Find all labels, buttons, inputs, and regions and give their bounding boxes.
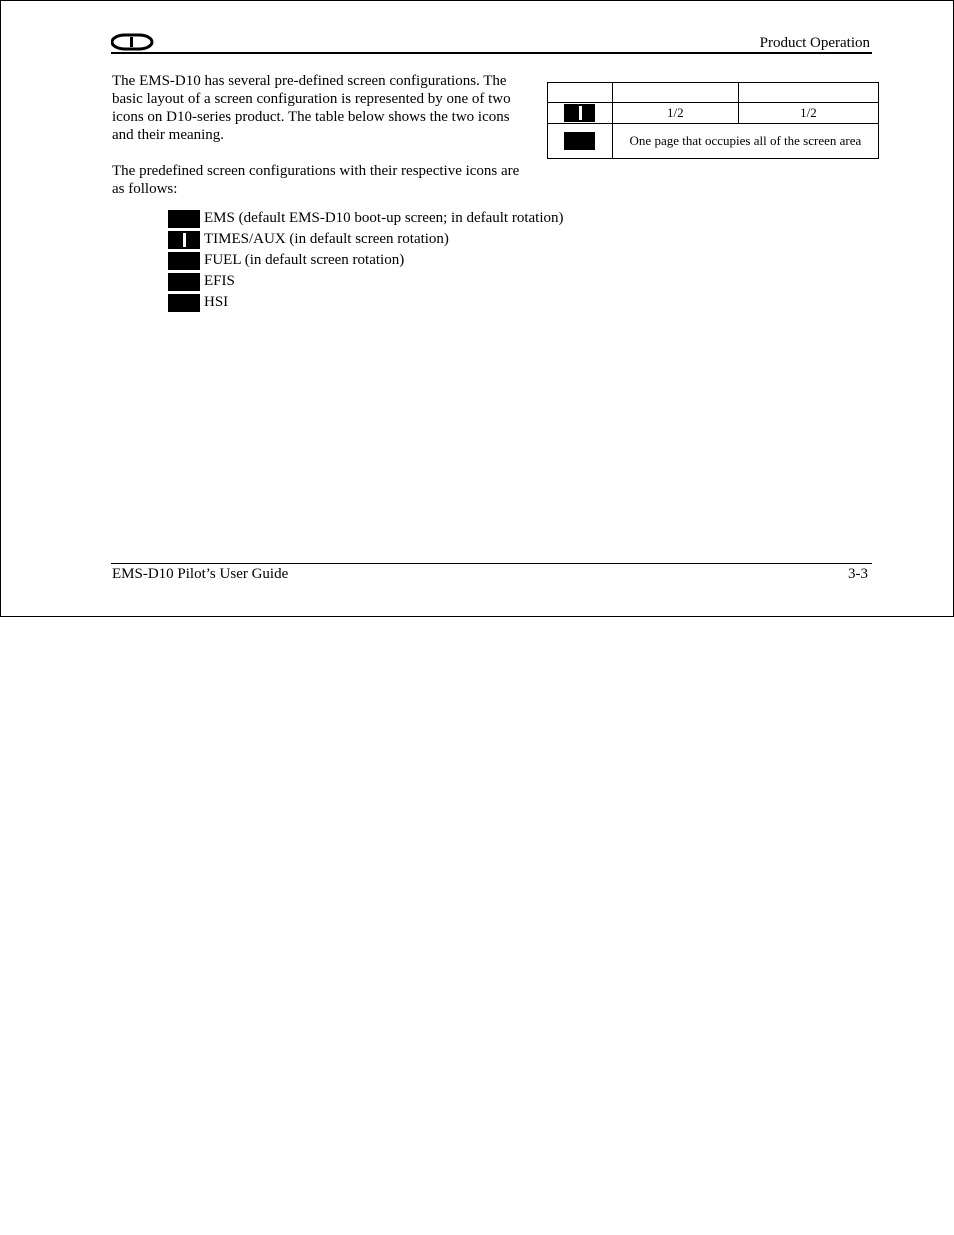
page-number: 3-3 [848,566,868,582]
table-icon-cell [548,124,613,159]
table-header-cell [548,83,613,103]
full-screen-icon [168,210,200,228]
header-title: Product Operation [759,35,870,51]
footer-guide-title: EMS-D10 Pilot’s User Guide [112,566,289,582]
full-screen-icon [168,294,200,312]
full-screen-icon [168,252,200,270]
list-item [168,292,564,313]
screen-layout-table [547,82,879,159]
table-cell: 1/2 [738,103,878,124]
table-row [548,124,879,159]
list-item-label: HSI [204,294,229,310]
list-item [168,250,564,271]
list-item [168,271,564,292]
table-icon-cell [548,103,613,124]
table-row [548,103,879,124]
list-item-label: EFIS [204,273,235,289]
configuration-list [168,208,564,313]
table-header-row [548,83,879,103]
list-item-label: EMS (default EMS-D10 boot-up screen; in default rotation) [204,210,564,226]
list-item [168,208,564,229]
full-screen-icon [564,132,595,150]
table-header-cell [738,83,878,103]
footer-rule [111,563,872,564]
dynon-logo-icon [111,33,155,51]
intro-paragraph-1: The EMS-D10 has several pre-defined screen configurations. The basic layout of a screen configuration is represented by one of two icons on D10-series product. The table below shows the two icons and their meaning. [112,73,511,143]
intro-text [112,72,532,216]
split-screen-icon [564,104,595,122]
list-item-label: TIMES/AUX (in default screen rotation) [204,231,449,247]
list-item-label: FUEL (in default screen rotation) [204,252,405,268]
header-rule [111,52,872,54]
intro-paragraph-2: The predefined screen configurations with their respective icons are as follows: [112,163,520,197]
full-screen-icon [168,273,200,291]
split-screen-icon [168,231,200,249]
list-item [168,229,564,250]
table-cell: One page that occupies all of the screen area [612,124,878,159]
table-cell: 1/2 [612,103,738,124]
table-header-cell [612,83,738,103]
